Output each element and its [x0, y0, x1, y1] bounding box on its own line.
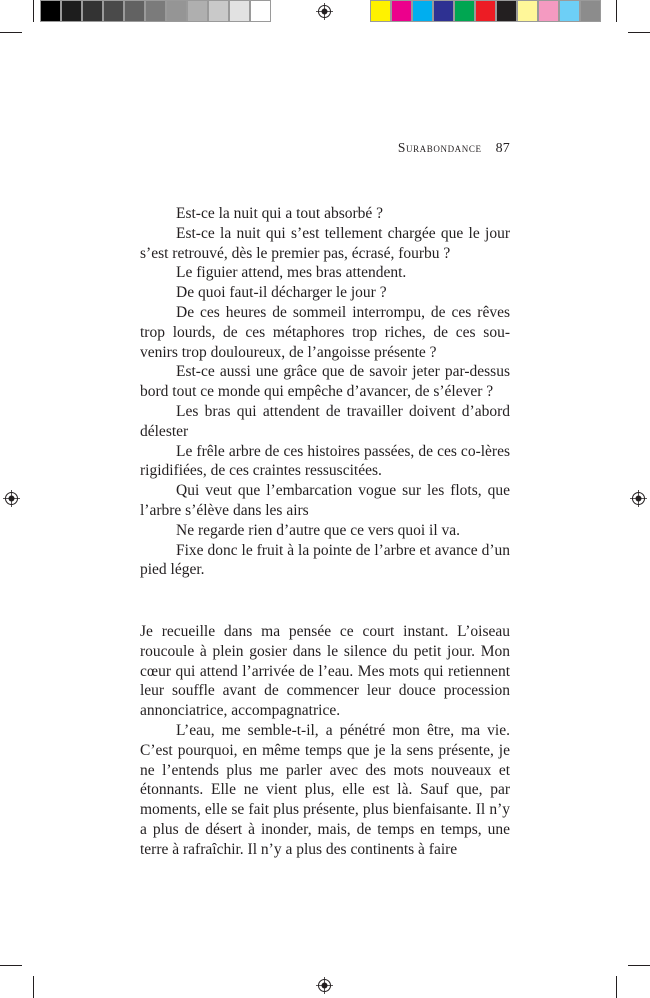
gray-swatch	[187, 0, 208, 22]
poem-line: Le frêle arbre de ces histoires passées, de ces co-lères rigidifiées, de ces craintes ressuscitées.	[140, 442, 510, 480]
registration-mark-left-icon	[3, 490, 20, 507]
poem-line: Est-ce aussi une grâce que de savoir jeter par-dessus bord tout ce monde qui empêche d’avancer, de s’élever ?	[140, 363, 510, 401]
gray-swatch	[40, 0, 61, 22]
poem-line: Est-ce la nuit qui s’est tellement chargée que le jour s’est retrouvé, dès le premier pas, écrasé, fourbu ?	[140, 224, 510, 262]
poem-line: Fixe donc le fruit à la pointe de l’arbre et avance d’un pied léger.	[140, 541, 510, 579]
prose-paragraph: L’eau, me semble-t-il, a pénétré mon être, ma vie. C’est pourquoi, en même temps que je la sens présente, je ne l’entends plus me parler avec des mots nouveaux et étonnants. Elle ne vient plus, elle est là. Sauf que, par moments, elle se fait plus présente, plus bienfaisante. Il n’y a plus de désert à inonder, mais, de temps en temps, une terre à rafraîchir. Il n’y a plus des continents à faire	[140, 721, 510, 858]
process-color-swatch	[433, 0, 454, 22]
gray-swatch	[166, 0, 187, 22]
poem-block	[140, 204, 510, 580]
process-color-swatch	[412, 0, 433, 22]
poem-line: Le figuier attend, mes bras attendent.	[176, 264, 407, 282]
poem-line: Ne regarde rien d’autre que ce vers quoi il va.	[176, 521, 461, 539]
grayscale-color-bar	[40, 0, 271, 22]
process-color-swatch	[517, 0, 538, 22]
gray-swatch	[250, 0, 271, 22]
crop-mark	[628, 965, 650, 966]
process-color-swatch	[391, 0, 412, 22]
poem-line: Est-ce la nuit qui a tout absorbé ?	[176, 205, 384, 222]
gray-swatch	[145, 0, 166, 22]
process-color-swatch	[496, 0, 517, 22]
crop-mark	[628, 32, 650, 33]
crop-mark	[616, 0, 617, 22]
gray-swatch	[208, 0, 229, 22]
section-title: Surabondance	[397, 140, 482, 155]
gray-swatch	[61, 0, 82, 22]
process-color-bar	[370, 0, 601, 22]
poem-line: De ces heures de sommeil interrompu, de ces rêves trop lourds, de ces métaphores trop riches, de ces sou-venirs trop douloureux, de l’angoisse présente ?	[140, 303, 510, 361]
running-head	[140, 140, 510, 160]
poem-line: De quoi faut-il décharger le jour ?	[176, 284, 387, 302]
crop-mark	[0, 965, 22, 966]
process-color-swatch	[454, 0, 475, 22]
crop-mark	[33, 976, 34, 998]
gray-swatch	[124, 0, 145, 22]
process-color-swatch	[580, 0, 601, 22]
crop-mark	[616, 976, 617, 998]
registration-mark-bottom-icon	[316, 977, 333, 994]
poem-line: Les bras qui attendent de travailler doivent d’abord délester	[140, 402, 510, 440]
poem-line: Qui veut que l’embarcation vogue sur les flots, que l’arbre s’élève dans les airs	[140, 482, 510, 519]
gray-swatch	[229, 0, 250, 22]
process-color-swatch	[538, 0, 559, 22]
process-color-swatch	[559, 0, 580, 22]
gray-swatch	[82, 0, 103, 22]
gray-swatch	[103, 0, 124, 22]
process-color-swatch	[475, 0, 496, 22]
prose-paragraph: Je recueille dans ma pensée ce court instant. L’oiseau roucoule à plein gosier dans le silence du petit jour. Mon cœur qui attend l’arrivée de l’eau. Mes mots qui retiennent leur souffle avant de commencer leur douce procession annonciatrice, accompagnatrice.	[140, 623, 510, 720]
registration-mark-right-icon	[630, 490, 647, 507]
page-number: 87	[495, 141, 510, 156]
crop-mark	[0, 32, 22, 33]
crop-mark	[33, 0, 34, 22]
process-color-swatch	[370, 0, 391, 22]
prose-block	[140, 622, 510, 860]
registration-mark-top-icon	[316, 3, 333, 20]
